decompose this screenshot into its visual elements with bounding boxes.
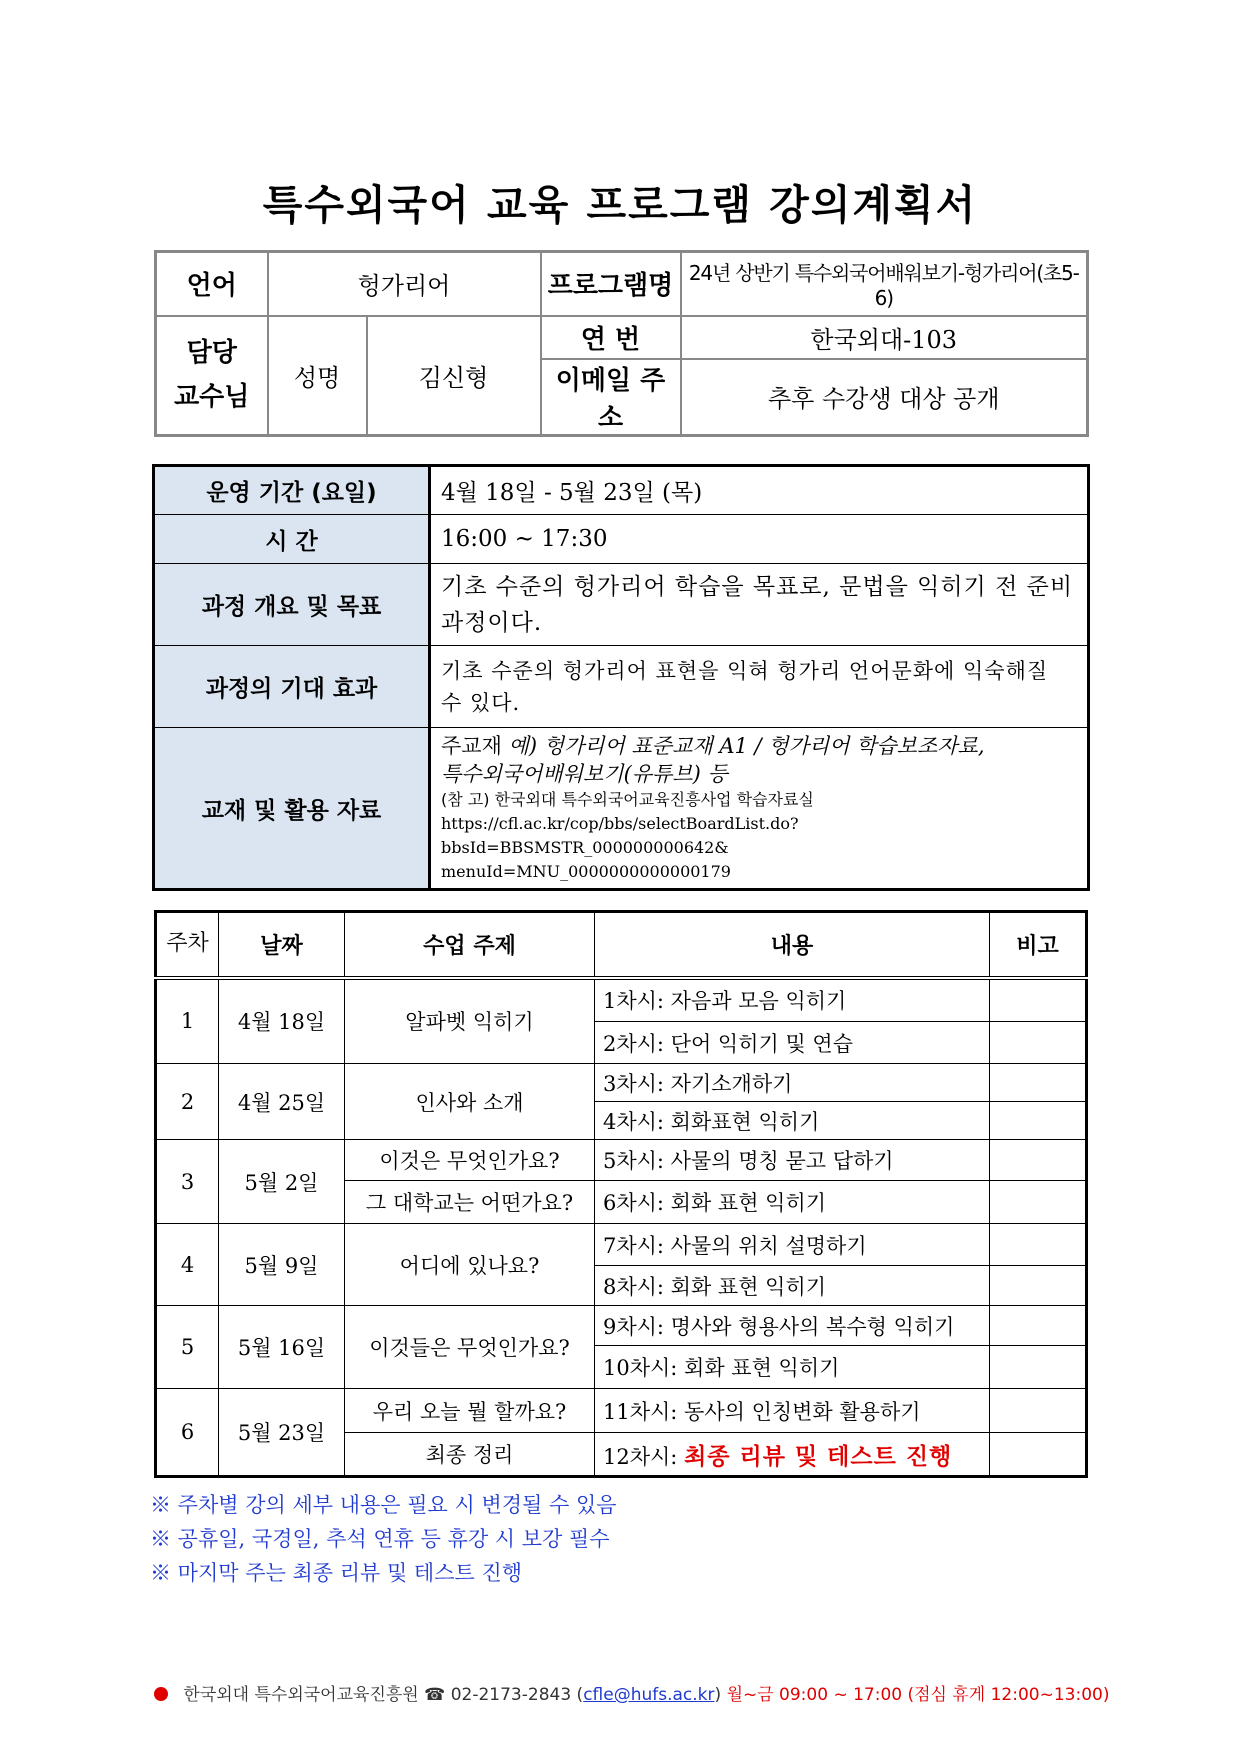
note-item: ※ 주차별 강의 세부 내용은 필요 시 변경될 수 있음 [150,1493,617,1517]
session-content: 8차시: 회화 표현 익히기 [595,1266,990,1306]
session-note [990,1102,1087,1140]
materials-main [441,732,1077,760]
final-review-highlight: 최종 리뷰 및 테스트 진행 [684,1443,953,1470]
session-content: 3차시: 자기소개하기 [595,1064,990,1102]
note-item: ※ 공휴일, 국경일, 추석 연휴 등 휴강 시 보강 필수 [150,1527,610,1551]
session-content: 4차시: 회화표현 익히기 [595,1102,990,1140]
materials-ref: (참 고) 한국외대 특수외국어교육진흥사업 학습자료실 [441,790,814,809]
professor-label [156,316,268,436]
professor-label-line2: 교수님 [174,382,250,412]
goal-label: 과정 개요 및 목표 [154,564,430,646]
year-label: 연 번 [541,316,681,359]
name-label: 성명 [268,316,367,436]
week-date: 5월 16일 [219,1306,345,1389]
session-content: 7차시: 사물의 위치 설명하기 [595,1224,990,1266]
week-number: 2 [156,1064,219,1140]
table-row [156,1389,1087,1433]
week-date: 5월 23일 [219,1389,345,1477]
page-title: 특수외국어 교육 프로그램 강의계획서 [262,181,978,229]
session-content: 6차시: 회화 표현 익히기 [595,1181,990,1224]
phone-icon: ☎ [424,1685,446,1705]
session-content: 10차시: 회화 표현 익히기 [595,1346,990,1389]
footer-email-link[interactable]: cfle@hufs.ac.kr [583,1685,715,1705]
week-topic: 우리 오늘 뭘 할까요? [345,1389,595,1433]
table-row [156,978,1087,1022]
week-number: 6 [156,1389,219,1477]
header-content: 내용 [595,912,990,978]
email-value: 추후 수강생 대상 공개 [681,359,1088,436]
session-note [990,1346,1087,1389]
goal-value: 기초 수준의 헝가리어 학습을 목표로, 문법을 익히기 전 준비과정이다. [430,564,1089,646]
week-date: 4월 25일 [219,1064,345,1140]
info-table [154,250,1089,437]
session-note [990,1306,1087,1346]
footer: 한국외대 특수외국어교육진흥원 ☎ 02-2173-2843 (cfle@hufs.ac.kr) 월~금 09:00 ~ 17:00 (점심 휴게 12:00~13:00) [154,1680,1109,1705]
footer-org: 한국외대 특수외국어교육진흥원 [183,1685,419,1705]
schedule-table [154,910,1088,1478]
session-content: 11차시: 동사의 인칭변화 활용하기 [595,1389,990,1433]
session-note [990,1389,1087,1433]
materials-url-1: https://cfl.ac.kr/cop/bbs/selectBoardList.do?bbsId=BBSMSTR_000000000642& [441,814,799,857]
session-note [990,1064,1087,1102]
notes [150,1488,617,1590]
week-topic: 알파벳 익히기 [345,978,595,1064]
session-content [595,1433,990,1477]
time-label: 시 간 [154,515,430,564]
materials-main-prefix: 주교재 [441,734,502,758]
email-label: 이메일 주소 [541,359,681,436]
materials-url-2: menuId=MNU_0000000000000179 [441,862,731,881]
professor-label-line1: 담당 [186,338,237,368]
week-date: 4월 18일 [219,978,345,1064]
footer-hours: 월~금 09:00 ~ 17:00 (점심 휴게 12:00~13:00) [726,1685,1110,1705]
effect-label: 과정의 기대 효과 [154,646,430,728]
overview-table [152,464,1090,891]
session-note [990,1224,1087,1266]
week-date: 5월 2일 [219,1140,345,1224]
session-content: 2차시: 단어 익히기 및 연습 [595,1022,990,1064]
session-content: 1차시: 자음과 모음 익히기 [595,978,990,1022]
week-number: 5 [156,1306,219,1389]
session-note [990,978,1087,1022]
session-note [990,1140,1087,1181]
period-value: 4월 18일 - 5월 23일 (목) [430,466,1089,515]
period-label: 운영 기간 (요일) [154,466,430,515]
header-topic: 수업 주제 [345,912,595,978]
week-date: 5월 9일 [219,1224,345,1306]
effect-value: 기초 수준의 헝가리어 표현을 익혀 헝가리 언어문화에 익숙해질 수 있다. [430,646,1089,728]
session-content: 5차시: 사물의 명칭 묻고 답하기 [595,1140,990,1181]
materials-label: 교재 및 활용 자료 [154,728,430,890]
name-value: 김신형 [367,316,541,436]
language-value: 헝가리어 [268,252,541,316]
materials-main-text: 예) 헝가리어 표준교재 A1 / 헝가리어 학습보조자료, [508,734,985,758]
week-topic: 그 대학교는 어떤가요? [345,1181,595,1224]
table-row [156,1224,1087,1266]
materials-value [430,728,1089,890]
bullet-dot-icon [154,1687,168,1701]
session-note [990,1181,1087,1224]
language-label: 언어 [156,252,268,316]
header-week: 주차 [156,912,219,978]
week-topic: 어디에 있나요? [345,1224,595,1306]
footer-phone: 02-2173-2843 [450,1685,572,1705]
week-topic: 인사와 소개 [345,1064,595,1140]
week-number: 3 [156,1140,219,1224]
header-note: 비고 [990,912,1087,978]
session-note [990,1022,1087,1064]
header-date: 날짜 [219,912,345,978]
week-topic: 이것은 무엇인가요? [345,1140,595,1181]
week-number: 4 [156,1224,219,1306]
program-value: 24년 상반기 특수외국어배워보기-헝가리어(초5-6) [681,252,1088,316]
year-value: 한국외대-103 [681,316,1088,359]
week-topic: 최종 정리 [345,1433,595,1477]
table-row [156,1140,1087,1181]
note-item: ※ 마지막 주는 최종 리뷰 및 테스트 진행 [150,1561,523,1585]
session-prefix: 12차시: [603,1444,678,1469]
table-row [156,1306,1087,1346]
session-content: 9차시: 명사와 형용사의 복수형 익히기 [595,1306,990,1346]
week-topic: 이것들은 무엇인가요? [345,1306,595,1389]
table-row [156,1064,1087,1102]
session-note [990,1433,1087,1477]
time-value: 16:00 ~ 17:30 [430,515,1089,564]
session-note [990,1266,1087,1306]
program-label: 프로그램명 [541,252,681,316]
week-number: 1 [156,978,219,1064]
materials-main-2: 특수외국어배워보기(유튜브) 등 [441,762,728,786]
